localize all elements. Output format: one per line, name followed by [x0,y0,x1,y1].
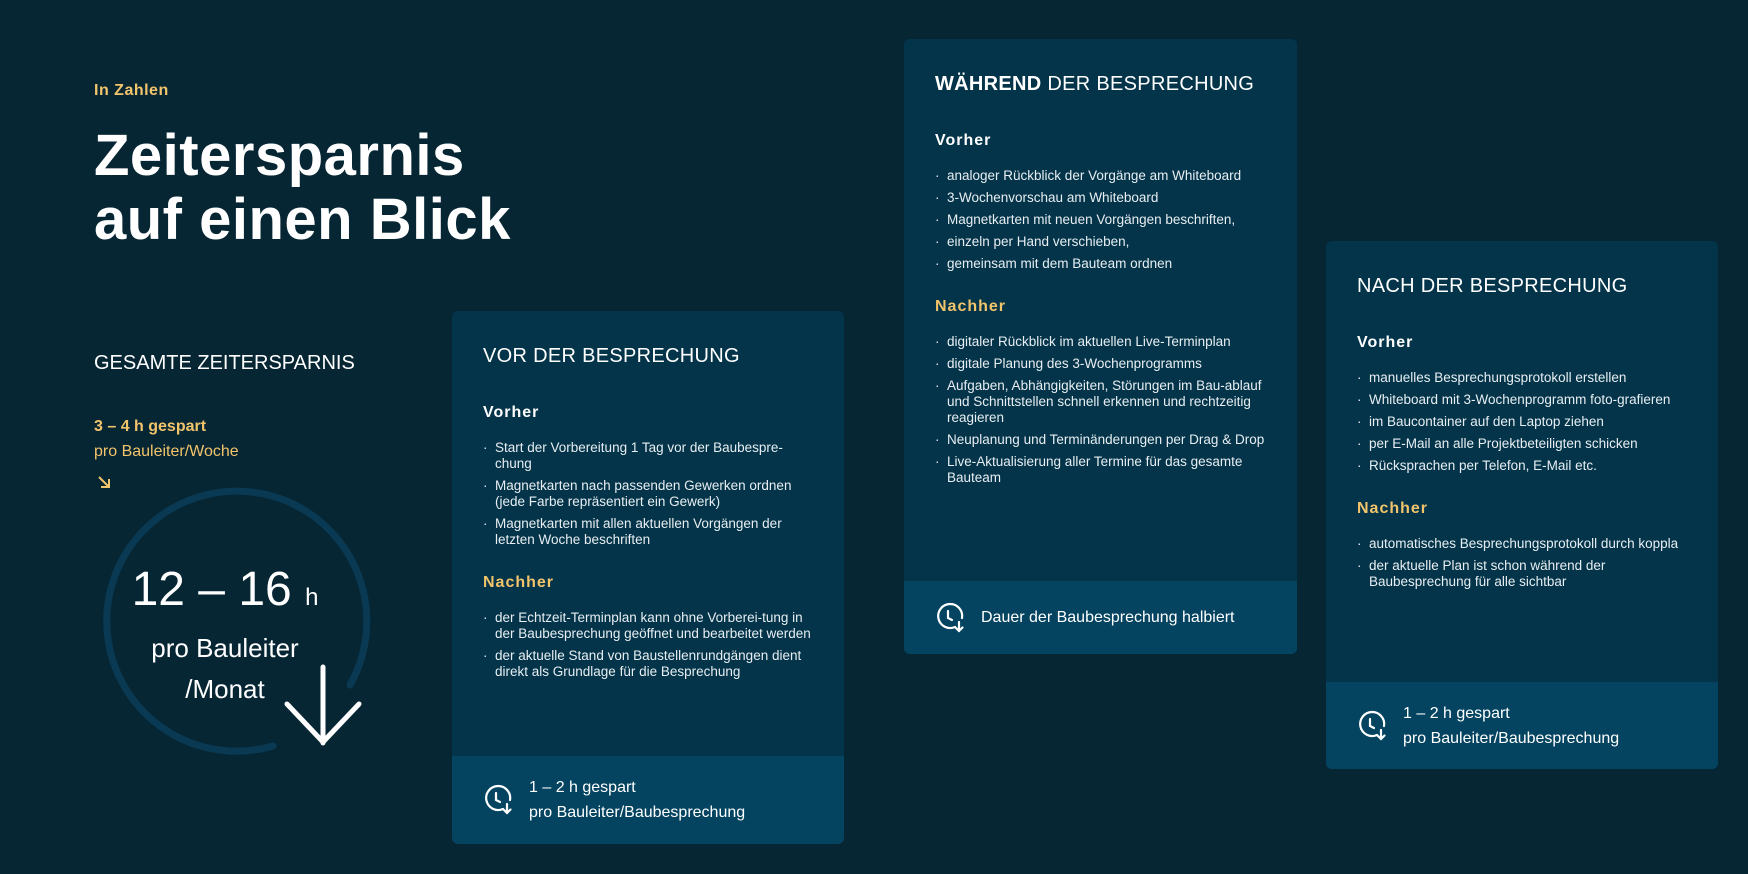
list-item: · der aktuelle Stand von Baustellenrundgängen dient direkt als Grundlage für die Besprechung [483,648,813,680]
footer-unit: pro Bauleiter/Baubesprechung [529,804,746,821]
list-item: · analoger Rückblick der Vorgänge am Whiteboard [935,168,1266,184]
list-item: · einzeln per Hand verschieben, [935,234,1266,250]
list-item: · Neuplanung und Terminänderungen per Drag & Drop [935,432,1266,448]
total-savings-heading: GESAMTE ZEITERSPARNIS [94,352,355,374]
list-item: · Magnetkarten mit neuen Vorgängen beschriften, [935,212,1266,228]
list-item: · automatisches Besprechungsprotokoll durch koppla [1357,536,1687,552]
list-item: · Start der Vorbereitung 1 Tag vor der Baubespre-chung [483,440,813,472]
card-heading-bold: WÄHREND [935,73,1042,95]
weekly-savings-unit: pro Bauleiter/Woche [94,443,239,460]
card-heading: VOR DER BESPRECHUNG [483,345,740,367]
footer-text: Dauer der Baubesprechung halbiert [981,609,1235,626]
card-footer [1326,682,1718,769]
list-item: · Magnetkarten mit allen aktuellen Vorgängen der letzten Woche beschriften [483,516,813,548]
clock-down-icon [935,602,967,634]
list-item: · im Baucontainer auf den Laptop ziehen [1357,414,1687,430]
list-item: · per E-Mail an alle Projektbeteiligten schicken [1357,436,1687,452]
card-heading-rest: DER BESPRECHUNG [1041,73,1255,95]
footer-unit: pro Bauleiter/Baubesprechung [1403,729,1620,747]
list-item: · Magnetkarten nach passenden Gewerken ordnen (jede Farbe repräsentiert ein Gewerk) [483,478,813,510]
after-label: Nachher [935,298,1007,315]
monthly-savings [95,560,355,710]
card-footer [452,756,844,844]
list-item: · Aufgaben, Abhängigkeiten, Störungen im Bau-ablauf und Schnittstellen schnell erkennen und rechtzeitig reagieren [935,378,1266,426]
list-item: · manuelles Besprechungsprotokoll erstellen [1357,370,1687,386]
list-item: · digitale Planung des 3-Wochenprogramms [935,356,1266,372]
before-list [935,168,1266,272]
card-after-meeting [1326,241,1718,769]
title-line-1: Zeitersparnis [94,123,465,188]
after-label: Nachher [1357,500,1429,517]
monthly-savings-number: 12 – 16 [131,563,292,616]
list-item: · der aktuelle Plan ist schon während der Baubesprechung für alle sichtbar [1357,558,1687,590]
monthly-savings-period: /Monat [185,674,265,704]
after-label: Nachher [483,574,555,591]
list-item: · Rücksprachen per Telefon, E-Mail etc. [1357,458,1687,474]
after-list [935,334,1266,486]
after-list [1357,536,1687,590]
before-list [1357,370,1687,474]
section-kicker: In Zahlen [94,82,169,99]
list-item: · digitaler Rückblick im aktuellen Live-Terminplan [935,334,1266,350]
clock-down-icon [483,784,515,816]
monthly-savings-per: pro Bauleiter [151,633,299,663]
weekly-savings [94,414,239,464]
card-before-meeting [452,311,844,844]
list-item: · Live-Aktualisierung aller Termine für das gesamte Bauteam [935,454,1266,486]
before-label: Vorher [483,404,540,421]
card-heading [935,73,1266,96]
before-list [483,440,813,548]
card-during-meeting [904,39,1297,654]
footer-amount: 1 – 2 h gespart [529,779,636,796]
footer-amount: 1 – 2 h gespart [1403,704,1510,722]
monthly-savings-unit: h [305,584,319,611]
card-footer [904,581,1297,654]
clock-down-icon [1357,710,1389,742]
page-title [94,124,511,252]
before-label: Vorher [1357,334,1414,351]
list-item: · gemeinsam mit dem Bauteam ordnen [935,256,1266,272]
title-line-2: auf einen Blick [94,187,511,252]
after-list [483,610,813,680]
card-heading: NACH DER BESPRECHUNG [1357,275,1628,297]
list-item: · Whiteboard mit 3-Wochenprogramm foto-grafieren [1357,392,1687,408]
before-label: Vorher [935,132,992,149]
weekly-savings-amount: 3 – 4 h gespart [94,418,207,435]
list-item: · 3-Wochenvorschau am Whiteboard [935,190,1266,206]
list-item: · der Echtzeit-Terminplan kann ohne Vorberei-tung in der Baubesprechung geöffnet und bearbeitet werden [483,610,813,642]
